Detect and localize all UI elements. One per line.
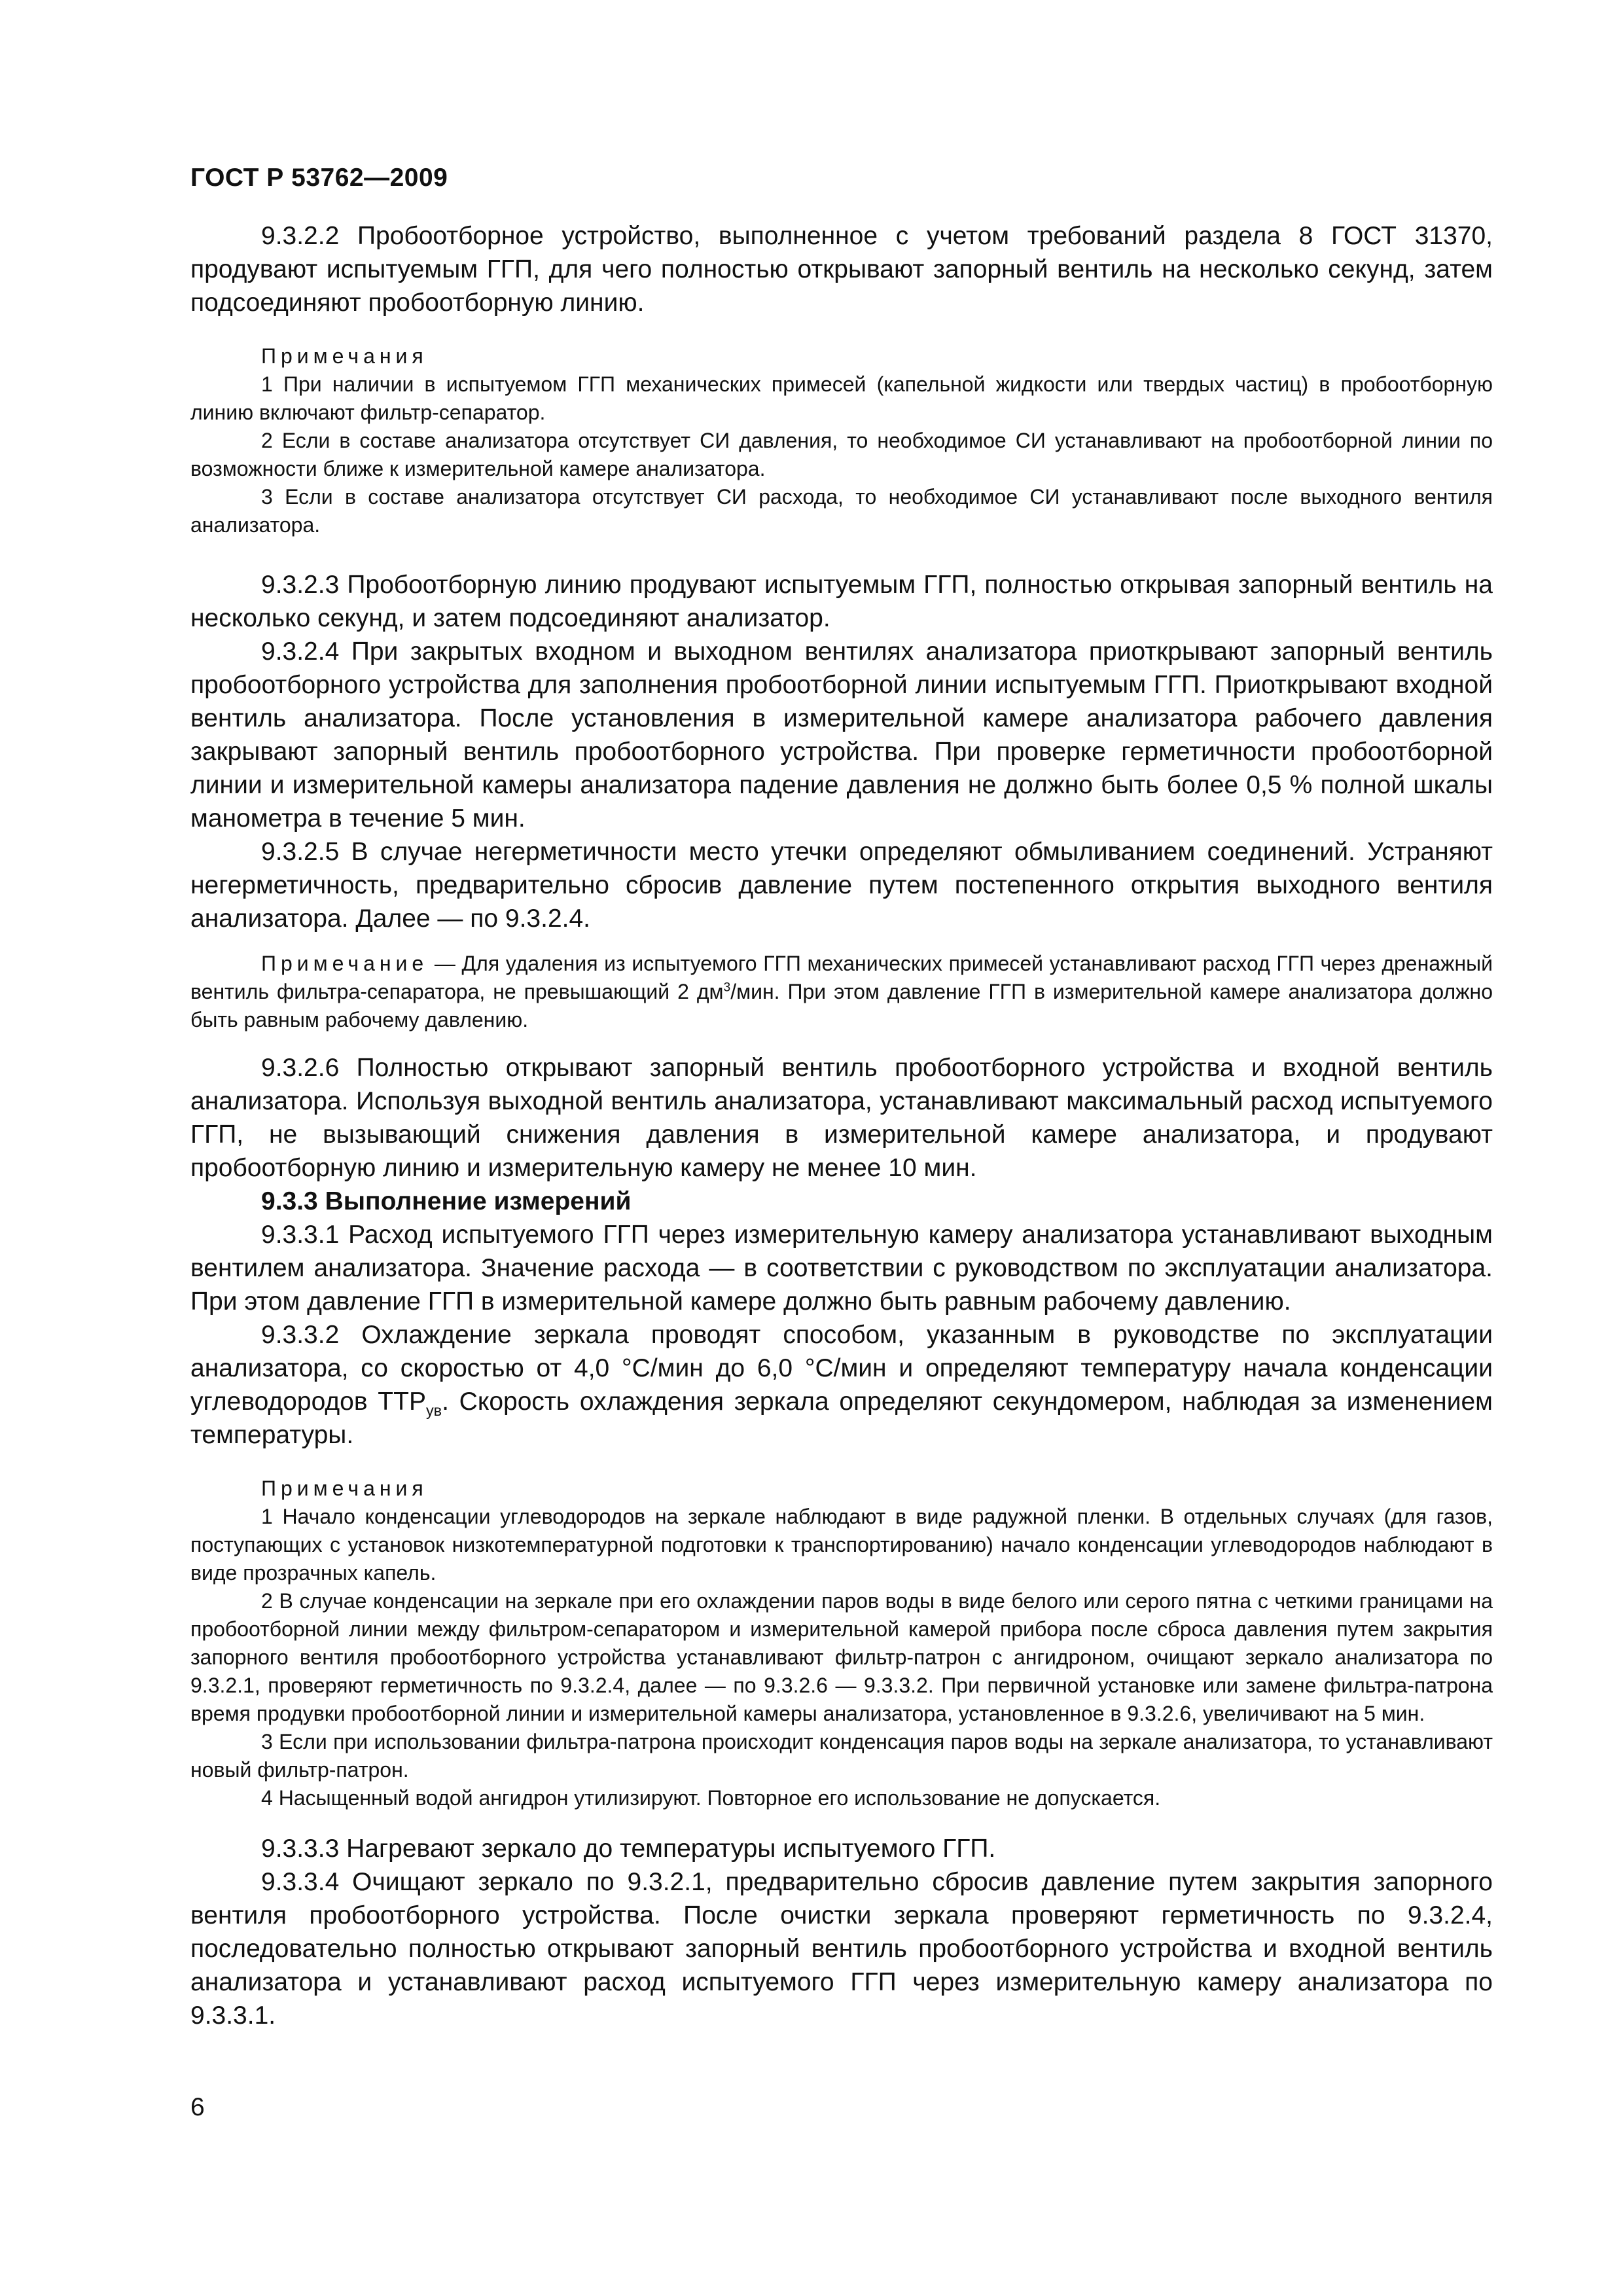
note-item: 4 Насыщенный водой ангидрон утилизируют. Повторное его использование не допускается. xyxy=(261,1786,1161,1810)
paragraph-9-3-2-5: 9.3.2.5 В случае негерметичности место утечки определяют обмыливанием соединений. Устраняют негерметичность, предварительно сбросив давление путем постепенного открытия выходного вентиля анализатора. Далее — по 9.3.2.4. xyxy=(190,838,1493,933)
paragraph-9-3-2-4: 9.3.2.4 При закрытых входном и выходном вентилях анализатора приоткрывают запорный вентиль пробоотборного устройства для заполнения пробоотборной линии испытуемым ГГП. Приоткрывают входной вентиль анализатора. После установления в измерительной камере анализатора рабочего давления закрывают запорный вентиль пробоотборного устройства. При проверке герметичности пробоотборной линии и измерительной камеры анализатора падение давления не должно быть более 0,5 % полной шкалы манометра в течение 5 мин. xyxy=(190,637,1493,833)
note-item: 3 Если в составе анализатора отсутствует СИ расхода, то необходимое СИ устанавливают после выходного вентиля анализатора. xyxy=(190,485,1493,537)
single-note xyxy=(190,950,1493,1034)
notes-heading: Примечания xyxy=(261,1477,428,1500)
paragraph-9-3-3-2 xyxy=(190,1318,1493,1452)
paragraph-9-3-3-2-part-1: 9.3.3.2 Охлаждение зеркала проводят способом, указанным в руководстве по эксплуатации анализатора, со скоростью от 4,0 °С/мин до 6,0 °С/мин и определяют температуру начала конденсации углеводородов ТТР xyxy=(190,1321,1493,1416)
paragraph-9-3-3-4: 9.3.3.4 Очищают зеркало по 9.3.2.1, предварительно сбросив давление путем закрытия запорного вентиля пробоотборного устройства. После очистки зеркала проверяют герметичность по 9.3.2.4, последовательно полностью открывают запорный вентиль пробоотборного устройства и входной вентиль анализатора и устанавливают расход испытуемого ГГП через измерительную камеру анализатора по 9.3.3.1. xyxy=(190,1868,1493,2030)
subscript-uv: ув xyxy=(425,1401,442,1419)
note-text-part-2: /мин. При этом давление ГГП в измерительной камере анализатора должно быть равным рабочему давлению. xyxy=(190,980,1493,1031)
note-item: 2 В случае конденсации на зеркале при его охлаждении паров воды в виде белого или серого пятна с четкими границами на пробоотборной линии между фильтром-сепаратором и измерительной камерой прибора после сброса давления путем закрытия запорного вентиля пробоотборного устройства устанавливают фильтр-патрон с ангидроном, очищают зеркало анализатора по 9.3.2.1, проверяют герметичность по 9.3.2.4, далее — по 9.3.2.6 — 9.3.3.2. При первичной установке или замене фильтра-патрона время продувки пробоотборной линии и измерительной камеры анализатора, установленное в 9.3.2.6, увеличивают на 5 мин. xyxy=(190,1589,1493,1725)
document-header: ГОСТ Р 53762—2009 xyxy=(190,164,448,192)
paragraph-9-3-3-2-part-2: . Скорость охлаждения зеркала определяют секундомером, наблюдая за изменением температуры. xyxy=(190,1388,1493,1449)
note-item: 3 Если при использовании фильтра-патрона происходит конденсация паров воды на зеркале анализатора, то устанавливают новый фильтр-патрон. xyxy=(190,1730,1493,1782)
section-heading-9-3-3: 9.3.3 Выполнение измерений xyxy=(261,1187,632,1215)
note-item: 1 Начало конденсации углеводородов на зеркале наблюдают в виде радужной пленки. В отдельных случаях (для газов, поступающих с установок низкотемпературной подготовки к транспортированию) начало конденсации углеводородов наблюдают в виде прозрачных капель. xyxy=(190,1505,1493,1585)
notes-block-2 xyxy=(190,1474,1493,1812)
document-body xyxy=(190,219,1493,2032)
paragraph-9-3-2-2: 9.3.2.2 Пробоотборное устройство, выполненное с учетом требований раздела 8 ГОСТ 31370, продувают испытуемым ГГП, для чего полностью открывают запорный вентиль на несколько секунд, затем подсоединяют пробоотборную линию. xyxy=(190,222,1493,317)
paragraph-9-3-2-3: 9.3.2.3 Пробоотборную линию продувают испытуемым ГГП, полностью открывая запорный вентиль на несколько секунд, и затем подсоединяют анализатор. xyxy=(190,571,1493,632)
notes-block-1 xyxy=(190,342,1493,539)
paragraph-9-3-3-3: 9.3.3.3 Нагревают зеркало до температуры испытуемого ГГП. xyxy=(261,1835,996,1863)
paragraph-9-3-2-6: 9.3.2.6 Полностью открывают запорный вентиль пробоотборного устройства и входной вентиль анализатора. Используя выходной вентиль анализатора, устанавливают максимальный расход испытуемого ГГП, не вызывающий снижения давления в измерительной камере анализатора, и продувают пробоотборную линию и измерительную камеру не менее 10 мин. xyxy=(190,1054,1493,1182)
note-item: 2 Если в составе анализатора отсутствует СИ давления, то необходимое СИ устанавливают на пробоотборной линии по возможности ближе к измерительной камере анализатора. xyxy=(190,429,1493,480)
note-text-part-1: — Для удаления из испытуемого ГГП механических примесей устанавливают расход ГГП через дренажный вентиль фильтра-сепаратора, не превышающий 2 дм xyxy=(190,952,1493,1003)
notes-heading: Примечания xyxy=(261,344,428,368)
superscript-3: 3 xyxy=(723,980,731,995)
page-number: 6 xyxy=(190,2093,205,2121)
note-item: 1 При наличии в испытуемом ГГП механических примесей (капельной жидкости или твердых частиц) в пробоотборную линию включают фильтр-сепаратор. xyxy=(190,372,1493,424)
note-label: Примечание xyxy=(261,952,429,975)
paragraph-9-3-3-1: 9.3.3.1 Расход испытуемого ГГП через измерительную камеру анализатора устанавливают выходным вентилем анализатора. Значение расхода — в соответствии с руководством по эксплуатации анализатора. При этом давление ГГП в измерительной камере должно быть равным рабочему давлению. xyxy=(190,1221,1493,1316)
